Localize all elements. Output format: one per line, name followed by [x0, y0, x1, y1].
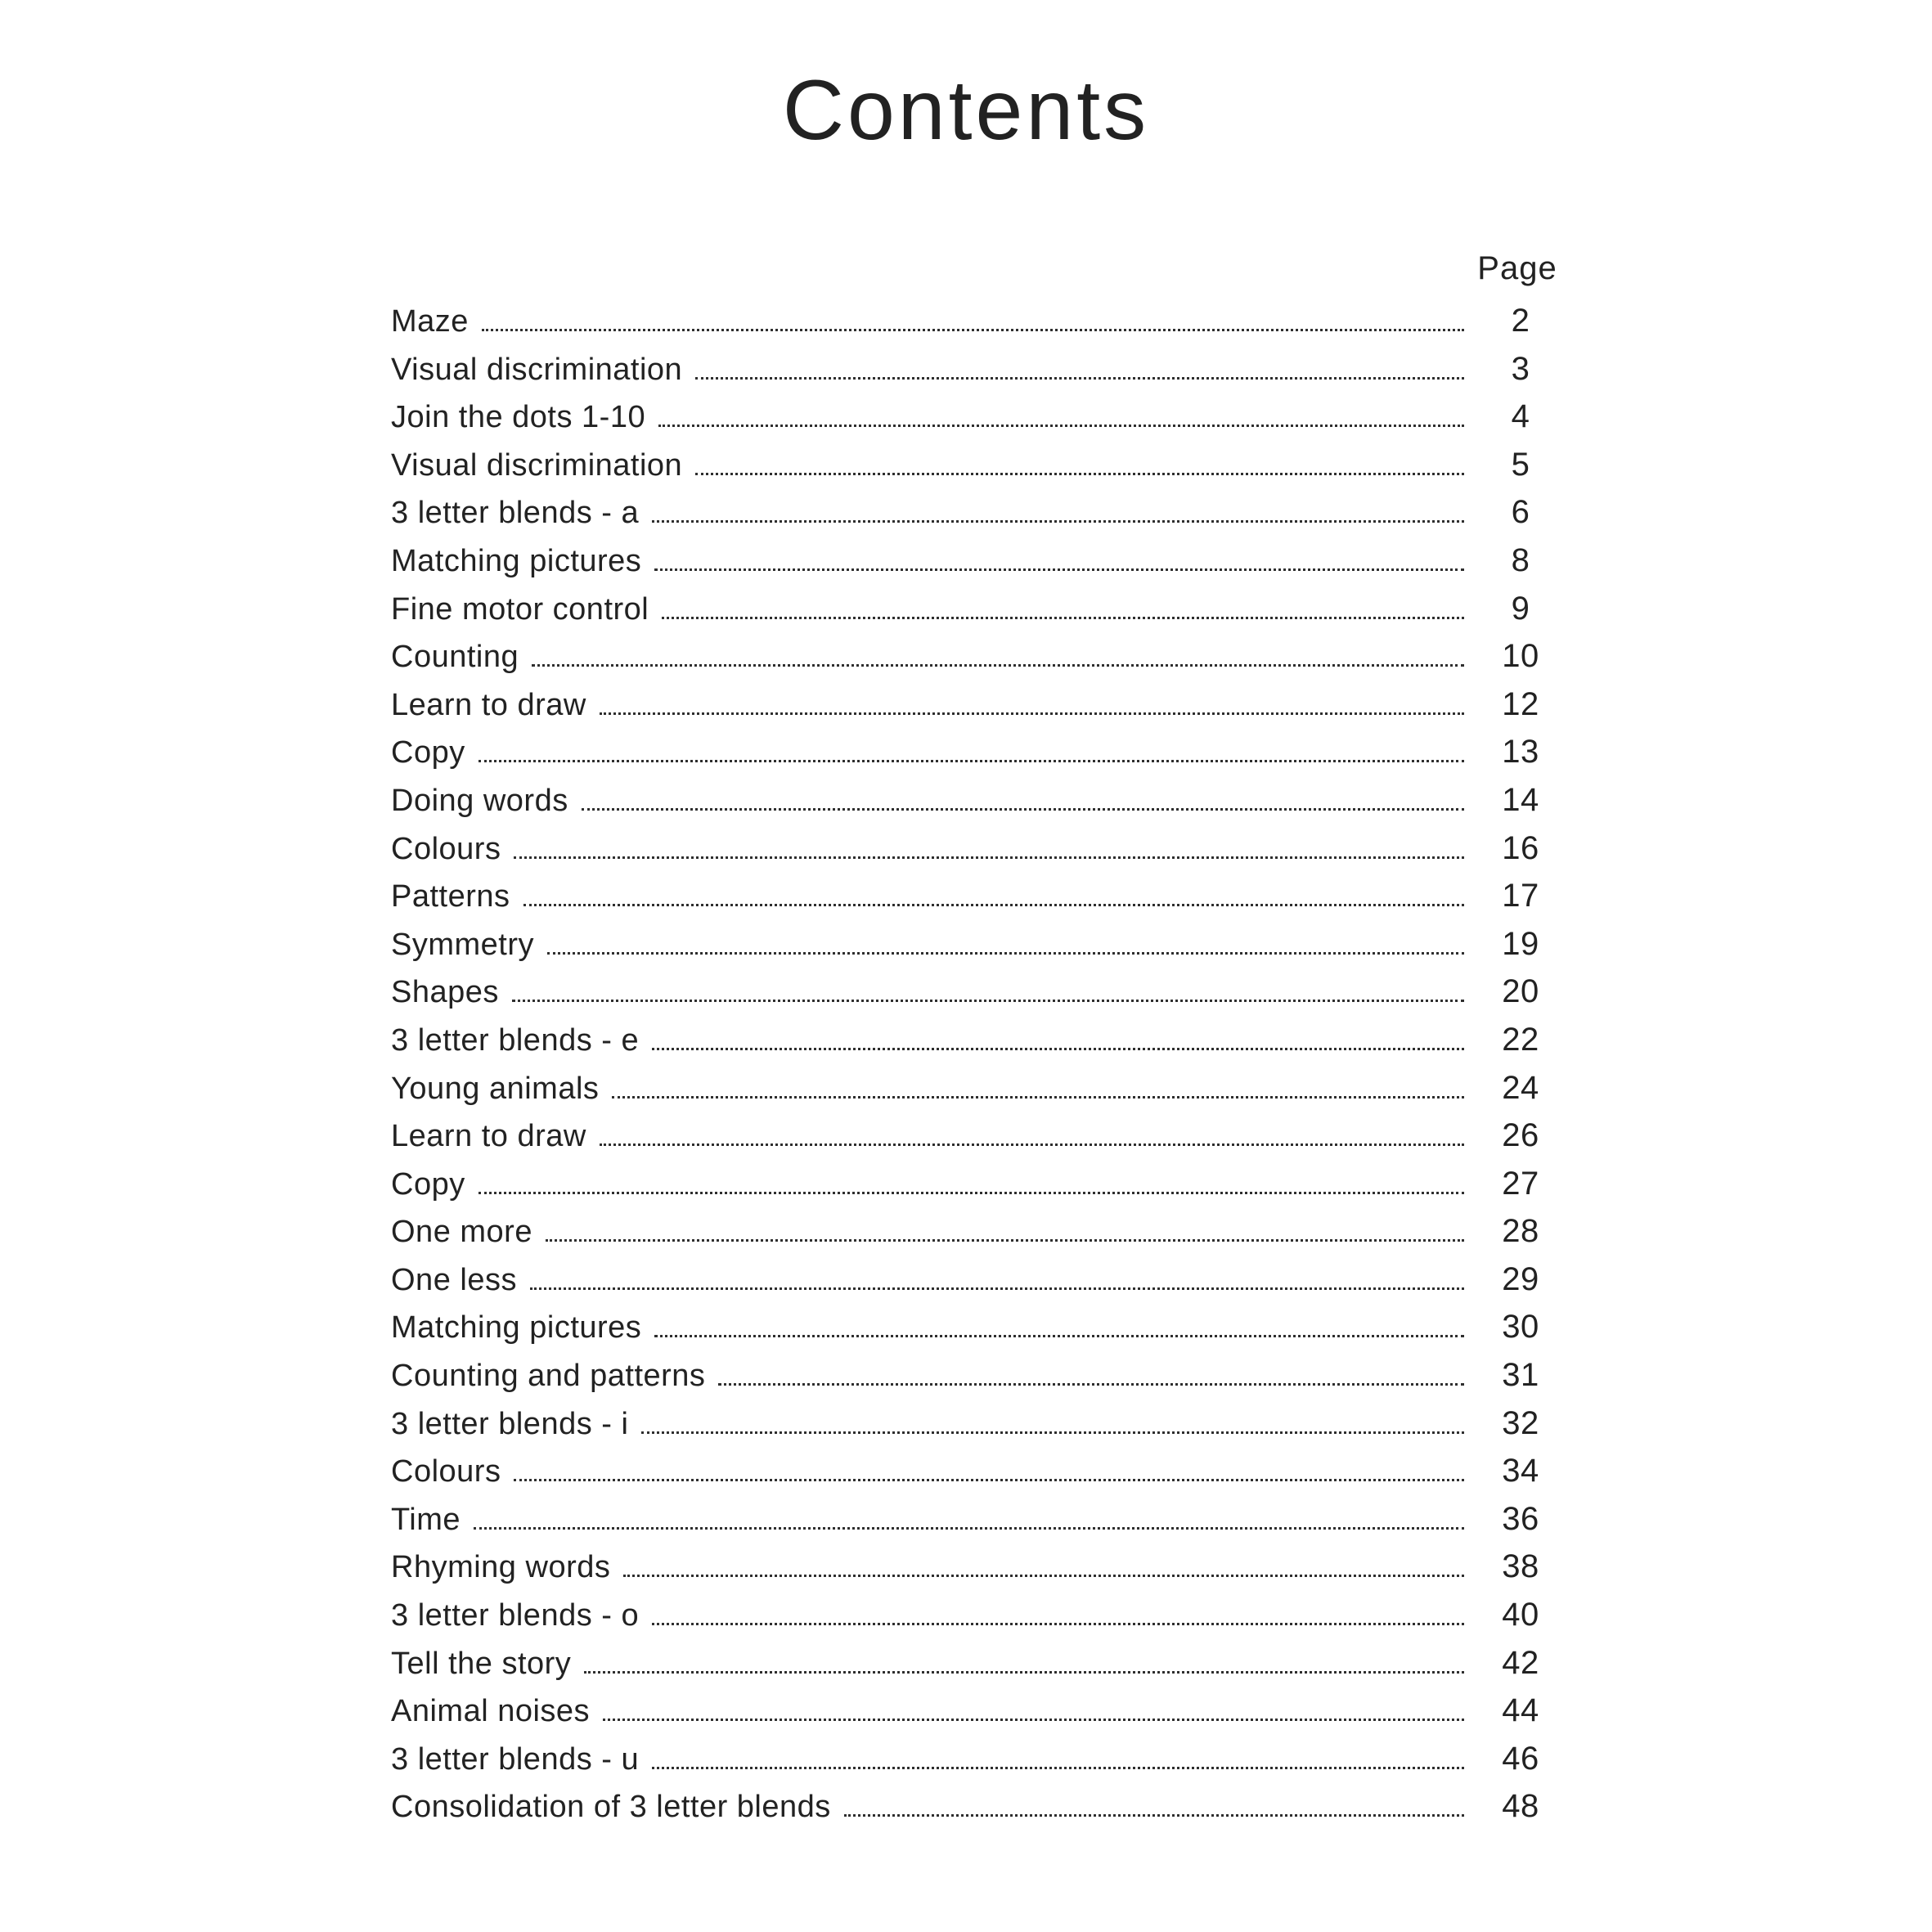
toc-entry-label: Consolidation of 3 letter blends — [391, 1790, 831, 1825]
toc-entry-page: 5 — [1511, 446, 1530, 483]
contents-page — [0, 64, 1932, 1932]
toc-row — [391, 926, 1572, 974]
dotted-leader — [523, 904, 1464, 906]
toc-entry-page: 30 — [1502, 1309, 1539, 1346]
dotted-leader — [514, 856, 1464, 859]
toc-entry-label: Colours — [391, 831, 501, 866]
dotted-leader — [600, 712, 1464, 715]
dotted-leader — [584, 1671, 1464, 1674]
toc-entry-label: 3 letter blends - u — [391, 1741, 640, 1777]
toc-entry-label: Visual discrimination — [391, 352, 683, 387]
toc-entry-page: 42 — [1502, 1644, 1539, 1681]
dotted-leader — [641, 1431, 1464, 1434]
toc-row — [391, 1022, 1572, 1070]
toc-entry-label: Symmetry — [391, 927, 534, 962]
toc-entry-page: 27 — [1502, 1165, 1539, 1202]
toc-entry-label: 3 letter blends - i — [391, 1406, 629, 1441]
toc-entry-page: 8 — [1511, 541, 1530, 578]
toc-row — [391, 1501, 1572, 1549]
toc-entry-label: Learn to draw — [391, 1119, 586, 1154]
toc-entry-label: Matching pictures — [391, 1310, 642, 1346]
toc-row — [391, 1357, 1572, 1405]
toc-entry-page: 46 — [1502, 1740, 1539, 1777]
page-column-header: Page — [1477, 250, 1557, 286]
toc-entry-label: Copy — [391, 735, 465, 771]
dotted-leader — [512, 1000, 1464, 1002]
toc-row — [391, 1645, 1572, 1693]
dotted-leader — [654, 1335, 1464, 1337]
toc-entry-label: 3 letter blends - o — [391, 1598, 640, 1633]
toc-row — [391, 830, 1572, 878]
dotted-leader — [654, 568, 1464, 571]
toc-row — [391, 1213, 1572, 1261]
toc-entry-page: 14 — [1502, 781, 1539, 818]
toc-row — [391, 1692, 1572, 1741]
toc-entry-label: Patterns — [391, 879, 510, 914]
toc-entry-page: 36 — [1502, 1500, 1539, 1537]
toc-entry-page: 6 — [1511, 494, 1530, 531]
dotted-leader — [530, 1287, 1464, 1290]
toc-entry-page: 22 — [1502, 1021, 1539, 1058]
toc-row — [391, 1405, 1572, 1453]
toc-row — [391, 447, 1572, 495]
dotted-leader — [514, 1479, 1464, 1481]
dotted-leader — [474, 1527, 1464, 1530]
dotted-leader — [582, 808, 1464, 811]
toc-entry-page: 20 — [1502, 973, 1539, 1010]
toc-entry-page: 26 — [1502, 1117, 1539, 1154]
toc-row — [391, 1309, 1572, 1357]
toc-row — [391, 1070, 1572, 1118]
toc-entry-page: 40 — [1502, 1597, 1539, 1633]
toc-entry-label: Learn to draw — [391, 687, 586, 722]
dotted-leader — [546, 1239, 1464, 1242]
toc-entry-label: 3 letter blends - a — [391, 496, 640, 531]
toc-row — [391, 351, 1572, 399]
toc-entry-page: 10 — [1502, 638, 1539, 675]
toc-entry-page: 48 — [1502, 1788, 1539, 1825]
page-title: Contents — [782, 63, 1150, 158]
toc-entry-label: Visual discrimination — [391, 447, 683, 483]
toc-row — [391, 1117, 1572, 1166]
toc-entry-label: Time — [391, 1502, 461, 1537]
toc-entry-label: One less — [391, 1262, 517, 1297]
dotted-leader — [652, 520, 1464, 523]
dotted-leader — [479, 760, 1464, 762]
toc-entry-label: Young animals — [391, 1071, 600, 1106]
toc-entry-label: Rhyming words — [391, 1550, 611, 1585]
dotted-leader — [623, 1575, 1464, 1577]
dotted-leader — [612, 1096, 1464, 1099]
toc-entry-page: 3 — [1511, 350, 1530, 387]
dotted-leader — [718, 1383, 1464, 1386]
toc-entry-page: 29 — [1502, 1260, 1539, 1297]
toc-row — [391, 638, 1572, 686]
dotted-leader — [658, 425, 1464, 427]
dotted-leader — [482, 329, 1464, 331]
dotted-leader — [532, 664, 1464, 667]
toc-entry-label: 3 letter blends - e — [391, 1022, 640, 1058]
toc-row — [391, 1597, 1572, 1645]
dotted-leader — [603, 1719, 1464, 1721]
toc-entry-page: 13 — [1502, 734, 1539, 771]
toc-entry-page: 9 — [1511, 590, 1530, 627]
toc-entry-label: Counting and patterns — [391, 1359, 706, 1394]
toc-row — [391, 734, 1572, 782]
toc-entry-page: 32 — [1502, 1404, 1539, 1441]
toc-entry-page: 19 — [1502, 925, 1539, 962]
toc-entry-label: Doing words — [391, 783, 568, 818]
dotted-leader — [844, 1814, 1464, 1817]
toc-row — [391, 782, 1572, 830]
toc-entry-page: 44 — [1502, 1692, 1539, 1729]
dotted-leader — [652, 1623, 1464, 1625]
toc-entry-label: Matching pictures — [391, 543, 642, 578]
toc-entry-label: Copy — [391, 1166, 465, 1202]
toc-entry-label: Join the dots 1-10 — [391, 400, 646, 435]
toc-row — [391, 1548, 1572, 1597]
toc-entry-label: Shapes — [391, 975, 499, 1010]
toc-entry-label: Colours — [391, 1454, 501, 1489]
toc-row — [391, 1453, 1572, 1501]
toc-row — [391, 542, 1572, 591]
toc-entry-page: 38 — [1502, 1548, 1539, 1585]
dotted-leader — [600, 1143, 1464, 1146]
dotted-leader — [652, 1048, 1464, 1050]
toc-entry-page: 16 — [1502, 829, 1539, 866]
toc-entry-label: Tell the story — [391, 1646, 572, 1681]
toc-entry-page: 24 — [1502, 1069, 1539, 1106]
toc-row — [391, 686, 1572, 735]
toc-entry-page: 17 — [1502, 878, 1539, 914]
toc-row — [391, 878, 1572, 926]
toc-row — [391, 591, 1572, 639]
toc-row — [391, 1261, 1572, 1310]
toc-entry-label: One more — [391, 1215, 532, 1250]
toc-entry-label: Fine motor control — [391, 591, 649, 627]
toc-row — [391, 494, 1572, 542]
toc-list — [391, 303, 1572, 1836]
toc-entry-label: Animal noises — [391, 1694, 591, 1729]
toc-entry-page: 4 — [1511, 398, 1530, 435]
dotted-leader — [479, 1192, 1464, 1194]
toc-row — [391, 303, 1572, 351]
toc-entry-page: 31 — [1502, 1357, 1539, 1394]
toc-row — [391, 973, 1572, 1022]
dotted-leader — [695, 377, 1464, 380]
toc-entry-page: 12 — [1502, 685, 1539, 722]
toc-entry-page: 28 — [1502, 1213, 1539, 1250]
toc-row — [391, 1788, 1572, 1836]
toc-entry-page: 2 — [1511, 303, 1530, 339]
dotted-leader — [662, 617, 1464, 619]
toc-entry-label: Counting — [391, 640, 519, 675]
toc-entry-page: 34 — [1502, 1453, 1539, 1489]
dotted-leader — [547, 952, 1464, 955]
dotted-leader — [695, 473, 1464, 475]
dotted-leader — [652, 1767, 1464, 1769]
toc-entry-label: Maze — [391, 304, 469, 339]
toc-row — [391, 1166, 1572, 1214]
toc-row — [391, 398, 1572, 447]
toc-row — [391, 1741, 1572, 1789]
